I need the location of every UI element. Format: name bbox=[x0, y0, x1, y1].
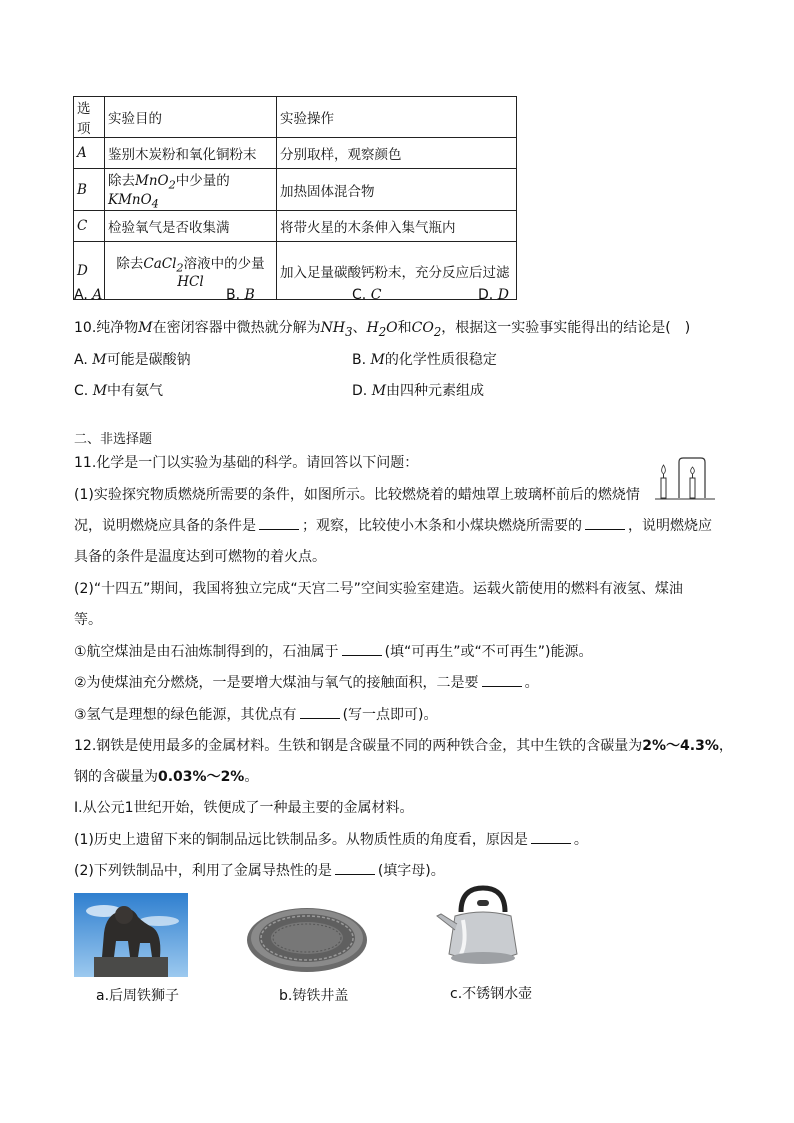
q10-stem: 10.纯净物M在密闭容器中微热就分解为$NH_3$、$H_2O$和$CO_2$，根据这一实验事实能得出的结论是( ) bbox=[74, 320, 691, 339]
caption-b: b.铸铁井盖 bbox=[279, 988, 349, 1004]
table-row bbox=[74, 242, 517, 300]
answer-blank[interactable] bbox=[585, 515, 625, 530]
q10-choice-a[interactable]: A. M可能是碳酸钠 bbox=[74, 352, 191, 368]
q9-choice-d[interactable]: D. D bbox=[478, 287, 509, 303]
q10-choice-b[interactable]: B. M的化学性质很稳定 bbox=[352, 352, 497, 368]
iron-lion-image bbox=[74, 893, 188, 977]
answer-blank[interactable] bbox=[342, 641, 382, 656]
q9-choice-b[interactable]: B. B bbox=[226, 287, 255, 303]
row-operation: 将带火星的木条伸入集气瓶内 bbox=[277, 211, 517, 242]
row-option: C bbox=[74, 211, 105, 242]
row-option: D bbox=[74, 242, 105, 300]
row-purpose: 除去MnO$_2$中少量的KMnO$_4$ bbox=[105, 169, 277, 211]
q12-p1: (1)历史上遗留下来的铜制品远比铁制品多。从物质性质的角度看，原因是 。 bbox=[74, 829, 588, 849]
answer-blank[interactable] bbox=[259, 515, 299, 530]
row-purpose: 除去CaCl$_2$溶液中的少量 HCl bbox=[105, 242, 277, 300]
caption-c: c.不锈钢水壶 bbox=[450, 986, 533, 1002]
q11-p2-line1: (2)“十四五”期间，我国将独立完成“天宫二号”空间实验室建造。运载火箭使用的燃料有液氢、煤油 bbox=[74, 581, 683, 597]
row-option: A bbox=[74, 138, 105, 169]
section-heading: 二、非选择题 bbox=[74, 432, 153, 447]
q12-line2: 钢的含碳量为0.03%～2%。 bbox=[74, 769, 259, 785]
header-option: 选项 bbox=[74, 97, 105, 138]
header-operation: 实验操作 bbox=[277, 97, 517, 138]
q12-line1: 12.钢铁是使用最多的金属材料。生铁和钢是含碳量不同的两种铁合金，其中生铁的含碳量为2%～4.3%， bbox=[74, 738, 733, 754]
q11-intro: 11.化学是一门以实验为基础的科学。请回答以下问题： bbox=[74, 455, 419, 471]
caption-a: a.后周铁狮子 bbox=[96, 988, 180, 1004]
table-row bbox=[74, 169, 517, 211]
q9-choice-a[interactable]: A. A bbox=[74, 287, 103, 303]
q11-sub1: ①航空煤油是由石油炼制得到的，石油属于 (填“可再生”或“不可再生”)能源。 bbox=[74, 641, 593, 661]
q11-sub2: ②为使煤油充分燃烧，一是要增大煤油与氧气的接触面积，二是要 。 bbox=[74, 672, 539, 692]
answer-blank[interactable] bbox=[482, 672, 522, 687]
q12-part1: Ⅰ.从公元1世纪开始，铁便成了一种最主要的金属材料。 bbox=[74, 800, 414, 816]
q10-choice-c[interactable]: C. M中有氨气 bbox=[74, 383, 164, 399]
q11-p2-line2: 等。 bbox=[74, 612, 102, 628]
row-operation: 加热固体混合物 bbox=[277, 169, 517, 211]
table-row bbox=[74, 138, 517, 169]
experiment-table bbox=[73, 96, 517, 300]
q11-p1-line3: 具备的条件是温度达到可燃物的着火点。 bbox=[74, 549, 326, 565]
manhole-cover-image bbox=[246, 903, 368, 973]
q11-p1-line2: 况，说明燃烧应具备的条件是 ；观察，比较使小木条和小煤块燃烧所需要的 ，说明燃烧应 bbox=[74, 515, 712, 535]
answer-blank[interactable] bbox=[300, 704, 340, 719]
row-option: B bbox=[74, 169, 105, 211]
q9-choice-c[interactable]: C. C bbox=[352, 287, 382, 303]
q11-sub3: ③氢气是理想的绿色能源，其优点有 (写一点即可)。 bbox=[74, 704, 438, 724]
kettle-image bbox=[433, 882, 525, 972]
row-purpose: 检验氧气是否收集满 bbox=[105, 211, 277, 242]
table-header-row bbox=[74, 97, 517, 138]
q11-p1-line1: (1)实验探究物质燃烧所需要的条件，如图所示。比较燃烧着的蜡烛罩上玻璃杯前后的燃烧情 bbox=[74, 487, 640, 503]
table-row bbox=[74, 211, 517, 242]
row-operation: 分别取样，观察颜色 bbox=[277, 138, 517, 169]
q12-p2: (2)下列铁制品中，利用了金属导热性的是 (填字母)。 bbox=[74, 860, 445, 880]
q10-choice-d[interactable]: D. M由四种元素组成 bbox=[352, 383, 485, 399]
answer-blank[interactable] bbox=[531, 829, 571, 844]
row-purpose: 鉴别木炭粉和氧化铜粉末 bbox=[105, 138, 277, 169]
row-operation: 加入足量碳酸钙粉末，充分反应后过滤 bbox=[277, 242, 517, 300]
header-purpose: 实验目的 bbox=[105, 97, 277, 138]
candle-experiment-figure bbox=[655, 456, 721, 500]
answer-blank[interactable] bbox=[335, 860, 375, 875]
